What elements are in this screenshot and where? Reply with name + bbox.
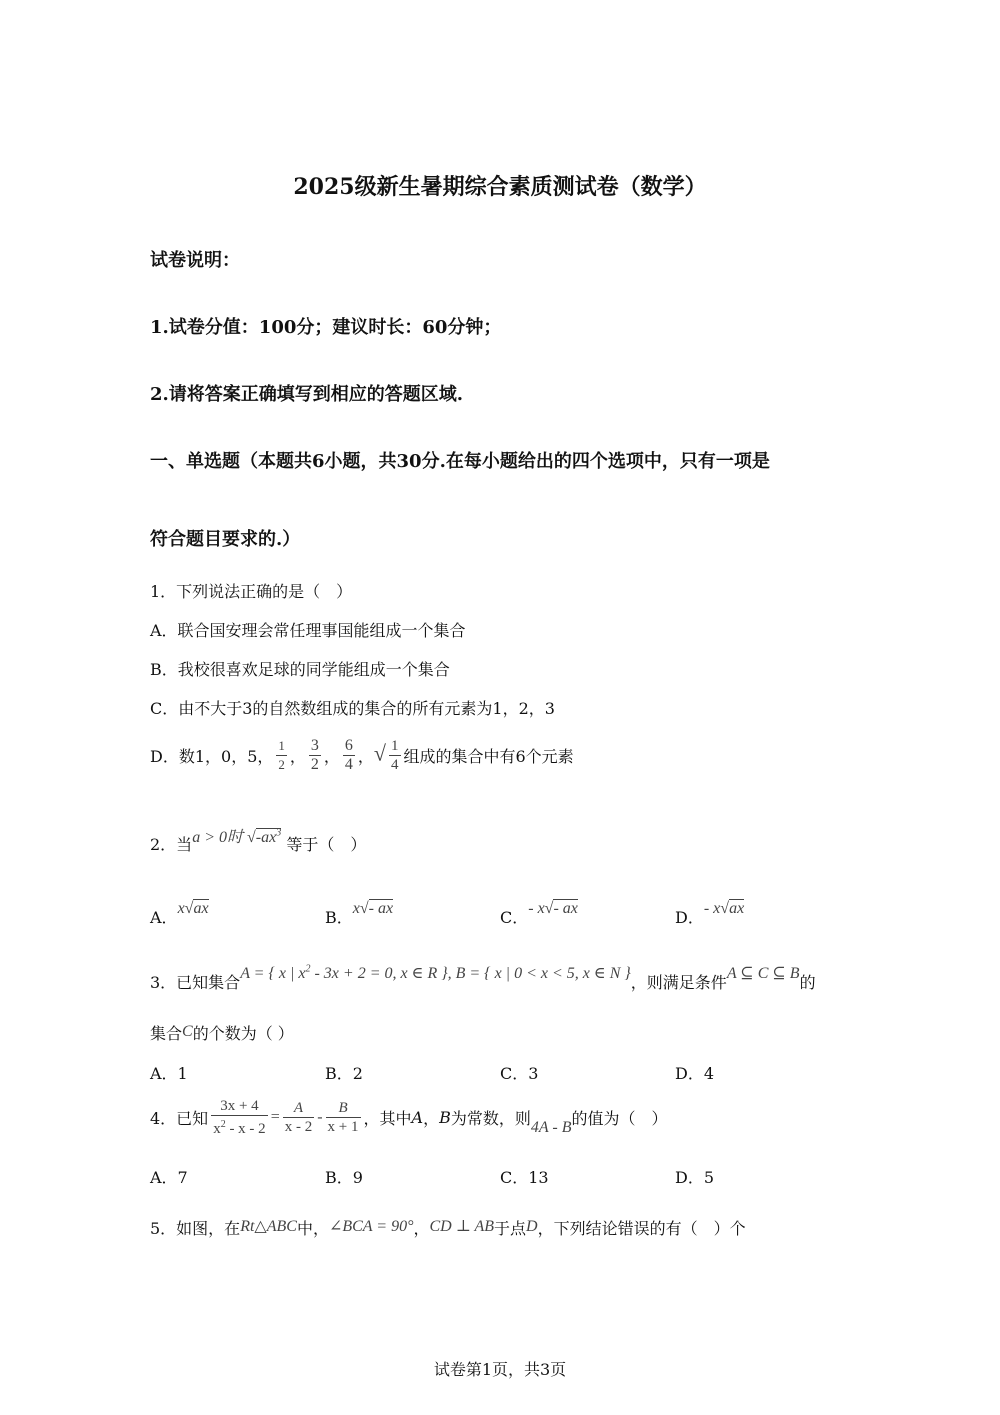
instructions-line-1: 1.试卷分值：100分；建议时长：60分钟；	[150, 317, 502, 338]
q5-prefix: 5．如图，在	[150, 1219, 241, 1238]
q5-stem: 5．如图，在Rt△ABC中，∠BCA = 90°，CD ⊥ AB于点D，下列结论错误的有（ ）个	[150, 1218, 746, 1238]
q2-option-d: D．- x√ax	[675, 900, 745, 927]
q5-suffix: ，下列结论错误的有（ ）个	[537, 1219, 746, 1238]
q4-suffix: 的值为（ ）	[571, 1109, 668, 1128]
q4-option-b: B．9	[325, 1168, 363, 1187]
q4-prefix: 4．已知	[150, 1109, 209, 1128]
q2-stem	[150, 827, 367, 855]
math-4a-minus-b: 4A - B	[530, 1118, 572, 1136]
math-angle-bca: ∠BCA = 90°	[328, 1218, 414, 1235]
math-sqrt-1-4: √ $\frac{1}{4}$	[373, 738, 399, 773]
instructions-line-2: 2.请将答案正确填写到相应的答题区域.	[150, 384, 464, 405]
q3-options	[150, 1061, 850, 1084]
q3-option-b: B．2	[325, 1064, 363, 1083]
q1-d-prefix: D．数1，0，5，	[150, 747, 274, 766]
math-sqrt-neg-ax3: $√-ax^3$	[247, 827, 282, 846]
math-frac-b: $\frac{B}{x + 1}$	[327, 1100, 359, 1135]
q4-stem: 4．已知 $\frac{3x + 4}{x^2 - x - 2}$ = $\frac{A}{x - 2}$ - $\frac{B}{x + 1}$ ，其中A，B为常数，则4A - B的值为（ ）	[150, 1098, 668, 1137]
q4-options	[150, 1165, 850, 1188]
q1-option-a: A．联合国安理会常任理事国能组成一个集合	[150, 621, 466, 640]
math-frac-a: $\frac{A}{x - 2}$	[284, 1100, 313, 1135]
q2-option-b: B．x√- ax	[325, 900, 394, 927]
math-frac-6-4: $\frac{6}{4}$	[344, 737, 353, 773]
q2-condition: a > 0时	[192, 829, 243, 846]
q1-stem: 1．下列说法正确的是（ ）	[150, 582, 353, 601]
math-frac-3-2: $\frac{3}{2}$	[310, 737, 319, 773]
q3-option-c: C．3	[500, 1064, 539, 1083]
math-frac-1-2: $\frac{1}{2}$	[278, 738, 285, 772]
q4-option-a: A．7	[150, 1168, 188, 1187]
q1-option-b: B．我校很喜欢足球的同学能组成一个集合	[150, 660, 450, 679]
math-set-c: C	[182, 1023, 193, 1040]
q3-option-a: A．1	[150, 1064, 188, 1083]
q3-prefix: 3．已知集合	[150, 973, 241, 992]
page-footer: 试卷第1页，共3页	[433, 1360, 567, 1379]
math-cd-perp-ab: CD ⊥ AB	[429, 1218, 495, 1235]
q3-option-d: D．4	[675, 1064, 715, 1083]
q3-tail: 的	[799, 973, 816, 992]
q1-option-c: C．由不大于3的自然数组成的集合的所有元素为1，2，3	[150, 699, 555, 718]
math-set-a-b: A = { x | $x^2 - 3x + 2 = 0$, x ∈ R }, B = { x | 0 < x < 5, x ∈ N }	[240, 963, 631, 982]
q1-d-suffix: 组成的集合中有6个元素	[403, 747, 574, 766]
q4-option-c: C．13	[500, 1168, 549, 1187]
q2-options	[150, 895, 850, 927]
q2-option-c: C．- x√- ax	[500, 900, 578, 927]
q4-option-d: D．5	[675, 1168, 715, 1187]
math-point-d: D	[526, 1218, 538, 1235]
q1-option-d: D．数1，0，5， $\frac{1}{2}$ ， $\frac{3}{2}$ ， $\frac{6}{4}$ ，√ $\frac{1}{4}$ 组成的集合中有6个元素	[150, 737, 574, 773]
section-heading-line-2: 符合题目要求的.）	[150, 529, 301, 550]
section-heading-line-1: 一、单选题（本题共6小题，共30分.在每小题给出的四个选项中，只有一项是	[150, 451, 770, 472]
q2-prefix: 2．当	[150, 835, 193, 854]
q4-mid: ，其中	[363, 1109, 412, 1128]
instructions-heading: 试卷说明：	[150, 250, 240, 271]
math-rt-triangle-abc: Rt△ABC	[240, 1218, 297, 1235]
math-frac-lhs: $\frac{3x + 4}{x^2 - x - 2}$	[213, 1098, 266, 1137]
q3-line-2: 集合C的个数为（ ）	[150, 1023, 294, 1043]
math-subset-chain: A ⊆ C ⊆ B	[726, 965, 800, 982]
page-title: 2025级新生暑期综合素质测试卷（数学）	[293, 174, 707, 200]
q4-const-text: 为常数，则	[450, 1109, 531, 1128]
q2-option-a: A．x√ax	[150, 900, 209, 927]
q2-suffix: 等于（ ）	[286, 835, 367, 854]
q3-mid: ，则满足条件	[630, 973, 727, 992]
q3-stem	[150, 960, 816, 992]
